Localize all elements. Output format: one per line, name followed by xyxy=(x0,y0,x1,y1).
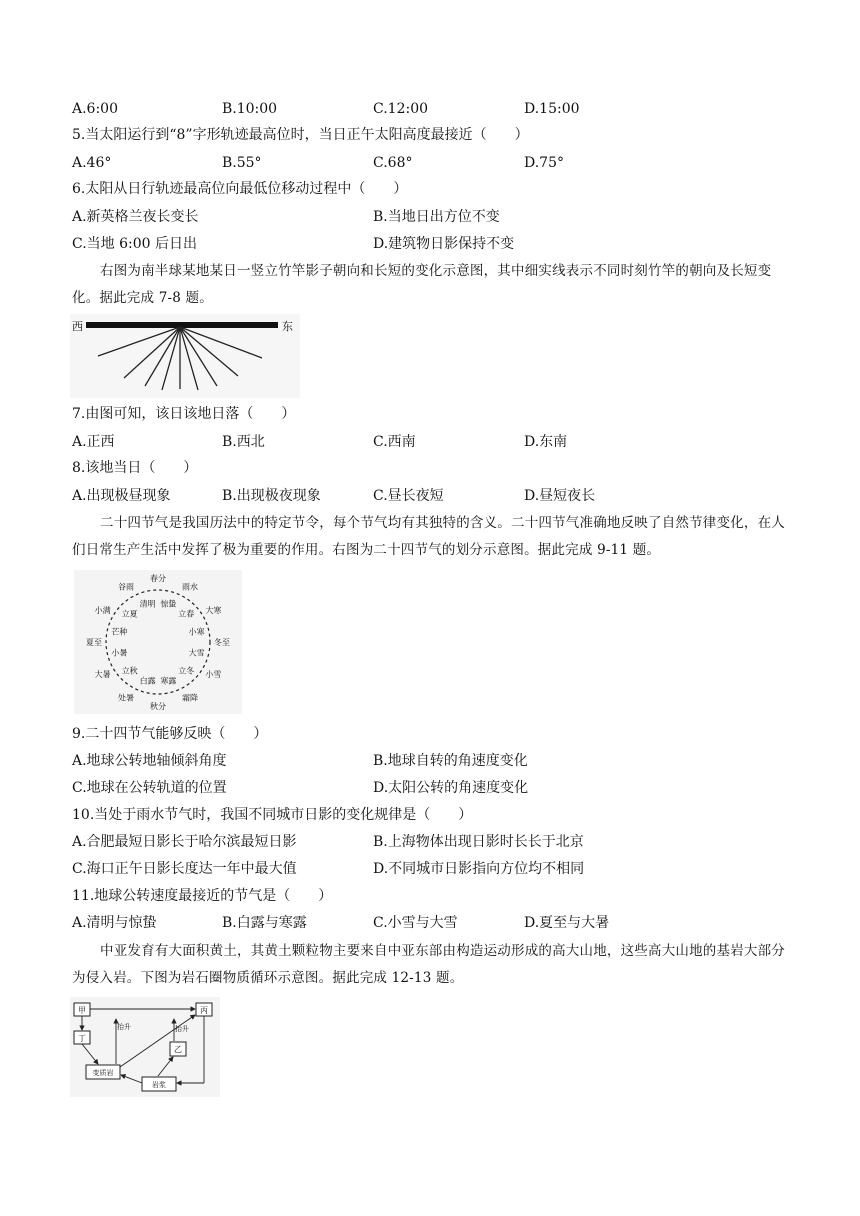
solar-term-inner-label: 立春 xyxy=(178,609,195,619)
solar-term-inner-label: 大雪 xyxy=(188,648,205,658)
solar-term-outer-label: 谷雨 xyxy=(118,582,134,592)
q9-stem: 9.二十四节气能够反映（ ） xyxy=(72,726,268,742)
q4-option-a: A.6:00 xyxy=(72,101,118,117)
label-uplift-1: 抬升 xyxy=(117,1023,131,1031)
solar-term-inner-label: 白露 xyxy=(139,676,156,686)
solar-term-outer-label: 大寒 xyxy=(205,606,222,615)
q10-option-d: D.不同城市日影指向方位均不相同 xyxy=(373,861,585,877)
q10-option-c: C.海口正午日影长度达一年中最大值 xyxy=(72,861,297,877)
solar-term-inner-label: 寒露 xyxy=(160,676,177,686)
q5-option-d: D.75° xyxy=(524,155,564,171)
q5-option-b: B.55° xyxy=(222,155,262,171)
label-uplift-2: 抬升 xyxy=(175,1025,189,1033)
q4-option-b: B.10:00 xyxy=(222,101,278,117)
solar-term-outer-label: 夏至 xyxy=(86,638,102,647)
solar-term-inner-label: 小暑 xyxy=(111,648,128,658)
q11-option-a: A.清明与惊蛰 xyxy=(72,915,157,931)
q10-option-b: B.上海物体出现日影时长长于北京 xyxy=(373,834,584,850)
q11-stem: 11.地球公转速度最接近的节气是（ ） xyxy=(72,888,333,904)
q10-option-a: A.合肥最短日影长于哈尔滨最短日影 xyxy=(72,834,297,850)
solar-term-outer-label: 小雪 xyxy=(205,670,222,679)
solar-term-outer-label: 雨水 xyxy=(182,582,198,592)
solar-term-inner-label: 芒种 xyxy=(111,627,128,637)
shadow-figure xyxy=(70,314,300,398)
q8-stem: 8.该地当日（ ） xyxy=(72,460,198,476)
q9-option-a: A.地球公转地轴倾斜角度 xyxy=(72,753,227,769)
solar-term-inner-label: 惊蛰 xyxy=(160,599,177,609)
solar-term-outer-label: 小满 xyxy=(94,606,111,615)
solar-term-inner-label: 立秋 xyxy=(121,666,138,676)
q4-option-d: D.15:00 xyxy=(524,101,580,117)
label-metamorphic: 变质岩 xyxy=(92,1069,114,1077)
q9-option-d: D.太阳公转的角速度变化 xyxy=(373,780,529,796)
label-yi: 乙 xyxy=(174,1045,182,1054)
q5-option-c: C.68° xyxy=(373,155,413,171)
q8-option-d: D.昼短夜长 xyxy=(524,488,596,504)
solar-term-outer-label: 霜降 xyxy=(182,693,198,703)
passage-9-11: 二十四节气是我国历法中的特定节令，每个节气均有其独特的含义。二十四节气准确地反映了自然节律变化，在人们日常生产生活中发挥了极为重要的作用。右图为二十四节气的划分示意图。据此完成 9-11 题。 xyxy=(72,515,785,558)
q7-stem: 7.由图可知，该日该地日落（ ） xyxy=(72,406,296,422)
solar-term-inner-label: 立冬 xyxy=(178,666,195,676)
label-jia: 甲 xyxy=(78,1006,86,1015)
q6-stem: 6.太阳从日行轨迹最高位向最低位移动过程中（ ） xyxy=(72,181,408,197)
solar-term-outer-label: 冬至 xyxy=(214,638,230,647)
q5-option-a: A.46° xyxy=(72,155,112,171)
solar-term-outer-label: 春分 xyxy=(150,574,166,583)
rock-cycle-figure xyxy=(70,997,220,1097)
q6-option-d: D.建筑物日影保持不变 xyxy=(373,236,515,252)
solar-term-outer-label: 处暑 xyxy=(118,693,134,703)
label-bing: 丙 xyxy=(200,1006,208,1015)
q9-option-b: B.地球自转的角速度变化 xyxy=(373,753,528,769)
q5-stem: 5.当太阳运行到“8”字形轨迹最高位时，当日正午太阳高度最接近（ ） xyxy=(72,127,529,143)
q11-option-c: C.小雪与大雪 xyxy=(373,915,458,931)
q9-option-c: C.地球在公转轨道的位置 xyxy=(72,780,227,796)
solar-term-inner-label: 清明 xyxy=(139,599,156,609)
passage-7-8: 右图为南半球某地某日一竖立竹竿影子朝向和长短的变化示意图，其中细实线表示不同时刻竹竿的朝向及长短变化。据此完成 7-8 题。 xyxy=(72,263,772,306)
q8-option-c: C.昼长夜短 xyxy=(373,488,444,504)
q11-option-d: D.夏至与大暑 xyxy=(524,915,610,931)
q6-option-b: B.当地日出方位不变 xyxy=(373,209,500,225)
q11-option-b: B.白露与寒露 xyxy=(222,915,307,931)
q7-option-a: A.正西 xyxy=(72,434,115,450)
q10-stem: 10.当处于雨水节气时，我国不同城市日影的变化规律是（ ） xyxy=(72,807,473,823)
q4-option-c: C.12:00 xyxy=(373,101,429,117)
solar-term-outer-label: 秋分 xyxy=(150,702,166,711)
shadow-east-label: 东 xyxy=(282,320,293,333)
q7-option-b: B.西北 xyxy=(222,434,265,450)
q6-option-a: A.新英格兰夜长变长 xyxy=(72,209,199,225)
q8-option-b: B.出现极夜现象 xyxy=(222,488,321,504)
q8-option-a: A.出现极昼现象 xyxy=(72,488,171,504)
q7-option-c: C.西南 xyxy=(373,434,416,450)
q7-option-d: D.东南 xyxy=(524,434,568,450)
label-ding: 丁 xyxy=(78,1034,86,1043)
solar-term-outer-label: 大暑 xyxy=(94,670,111,679)
passage-12-13: 中亚发育有大面积黄土，其黄土颗粒物主要来自中亚东部由构造运动形成的高大山地，这些高大山地的基岩大部分为侵入岩。下图为岩石圈物质循环示意图。据此完成 12-13 题。 xyxy=(72,943,785,986)
solar-terms-figure xyxy=(74,570,242,714)
label-magma: 岩浆 xyxy=(152,1081,166,1089)
solar-term-inner-label: 立夏 xyxy=(121,609,138,619)
q6-option-c: C.当地 6:00 后日出 xyxy=(72,236,198,252)
solar-term-inner-label: 小寒 xyxy=(188,627,205,637)
shadow-west-label: 西 xyxy=(72,320,83,333)
